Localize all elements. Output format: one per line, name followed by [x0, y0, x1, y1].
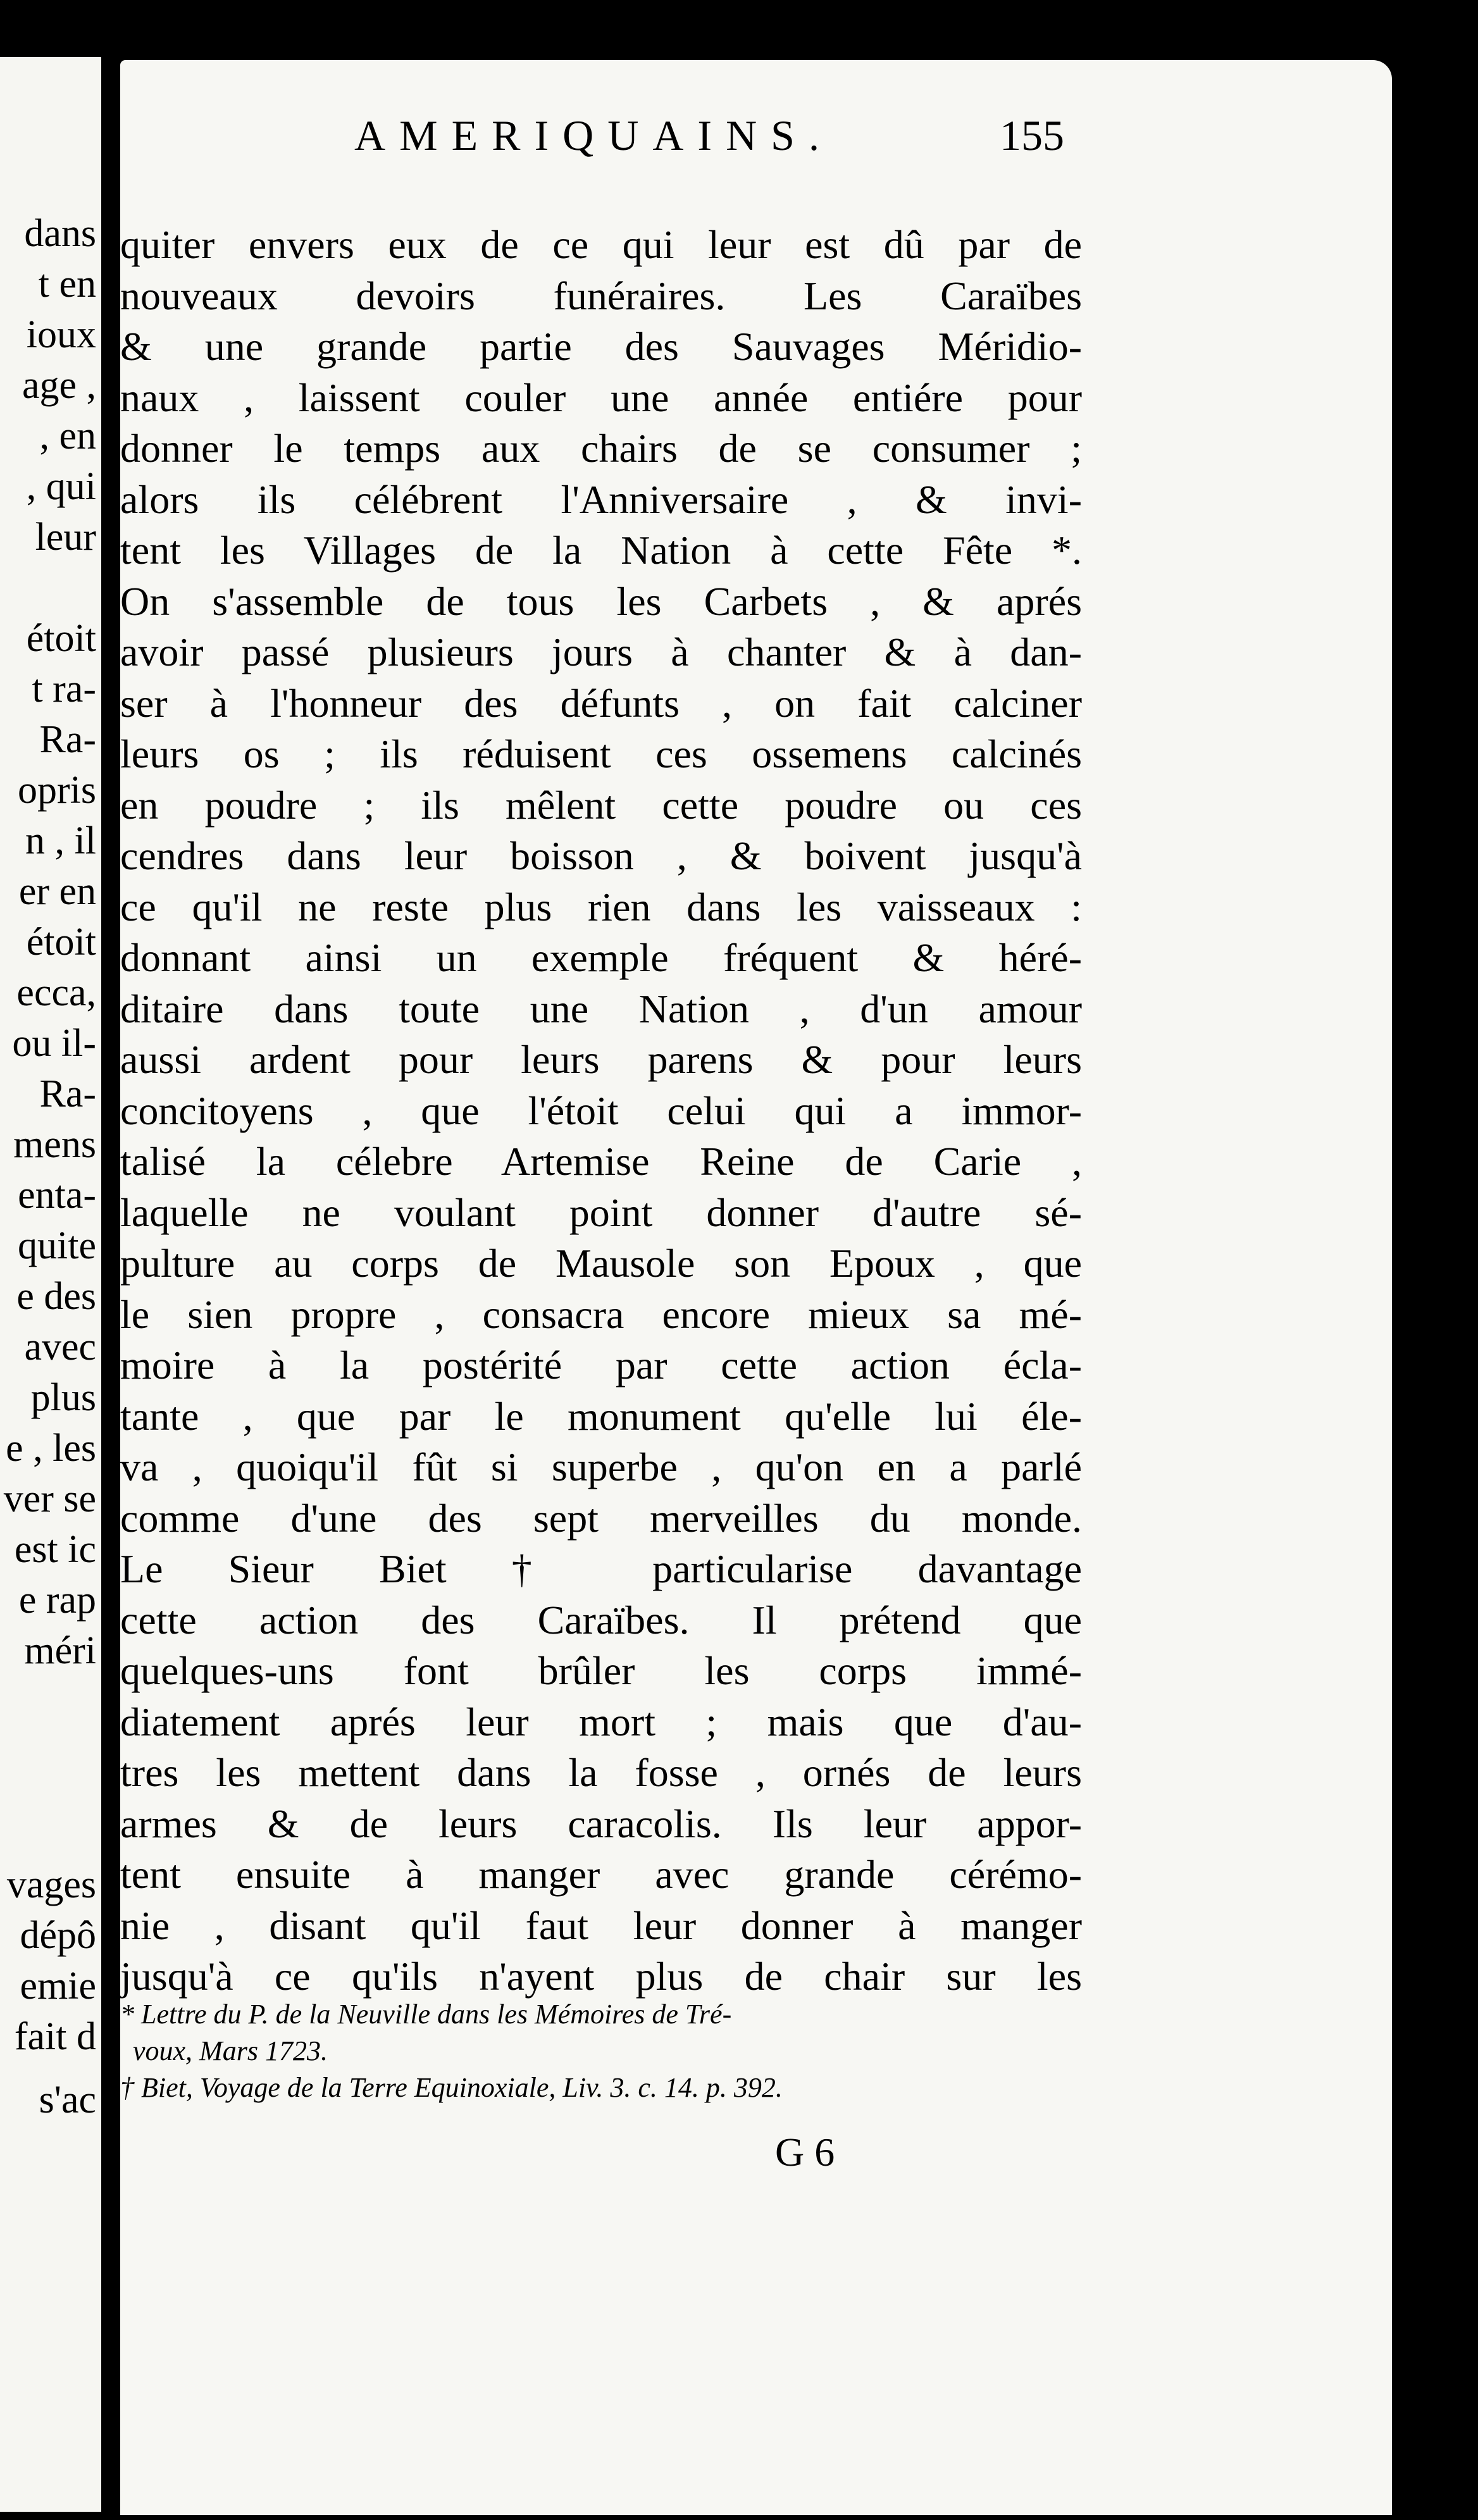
- left-page-fragment: avec: [24, 1325, 96, 1369]
- text-line: nie , disant qu'il faut leur donner à manger: [120, 1902, 1082, 1948]
- left-page-fragment: plus: [30, 1376, 96, 1419]
- text-line: avoir passé plusieurs jours à chanter & à dan-: [120, 630, 1082, 674]
- signature-mark: G 6: [775, 2130, 835, 2175]
- left-page-fragment: er en: [18, 870, 96, 913]
- text-line: tent ensuite à manger avec grande cérémo-: [120, 1852, 1082, 1897]
- text-line: tante , que par le monument qu'elle lui éle-: [120, 1393, 1082, 1439]
- text-line: quelques-uns font brûler les corps immé-: [120, 1648, 1082, 1693]
- text-line: ser à l'honneur des défunts , on fait calciner: [120, 680, 1082, 726]
- left-page-fragment: vages: [6, 1863, 96, 1906]
- left-page-fragment: étoit: [26, 921, 96, 964]
- text-line: On s'assemble de tous les Carbets , & aprés: [120, 578, 1082, 624]
- footnote-line: voux, Mars 1723.: [133, 2035, 328, 2066]
- footnote-line: * Lettre du P. de la Neuville dans les Mémoires de Tré-: [120, 1999, 732, 2030]
- left-page-fragment: mens: [13, 1123, 96, 1166]
- left-page-fragment: dans: [24, 212, 96, 255]
- text-line: comme d'une des sept merveilles du monde.: [120, 1495, 1082, 1541]
- text-line: naux , laissent couler une année entiére pour: [120, 375, 1082, 420]
- page-number: 155: [1000, 111, 1064, 159]
- left-page-fragment: fait d: [14, 2015, 96, 2058]
- text-line: aussi ardent pour leurs parens & pour leurs: [120, 1037, 1082, 1082]
- text-line: quiter envers eux de ce qui leur est dû par de: [120, 222, 1082, 267]
- footnote-line: † Biet, Voyage de la Terre Equinoxiale, Liv. 3. c. 14. p. 392.: [120, 2072, 783, 2103]
- text-line: nouveaux devoirs funéraires. Les Caraïbes: [120, 273, 1082, 318]
- left-page-fragment: est ic: [14, 1528, 96, 1571]
- text-line: laquelle ne voulant point donner d'autre sé-: [120, 1189, 1082, 1235]
- text-line: donner le temps aux chairs de se consumer ;: [120, 426, 1082, 471]
- text-line: tent les Villages de la Nation à cette Fête *.: [120, 528, 1082, 573]
- left-page-fragment: enta-: [18, 1174, 96, 1217]
- left-page-fragment: e des: [16, 1275, 96, 1318]
- text-line: moire à la postérité par cette action écla-: [120, 1343, 1082, 1387]
- page-header: [218, 111, 1085, 168]
- text-line: tres les mettent dans la fosse , ornés de leurs: [120, 1750, 1082, 1795]
- text-line: diatement aprés leur mort ; mais que d'au-: [120, 1699, 1082, 1744]
- left-page-fragment: Ra-: [39, 1072, 96, 1115]
- body-text: [120, 220, 1082, 2002]
- text-line: ce qu'il ne reste plus rien dans les vaisseaux :: [120, 884, 1082, 929]
- left-page-fragment: e , les: [6, 1427, 96, 1470]
- footnotes: [120, 1996, 1082, 2106]
- text-line: le sien propre , consacra encore mieux sa mé-: [120, 1291, 1082, 1337]
- text-line: & une grande partie des Sauvages Méridio-: [120, 324, 1082, 369]
- text-line: cette action des Caraïbes. Il prétend que: [120, 1597, 1082, 1642]
- text-line: talisé la célebre Artemise Reine de Carie ,: [120, 1139, 1082, 1184]
- left-page-fragment: quite: [18, 1224, 96, 1267]
- left-page-fragment: age ,: [22, 364, 96, 407]
- left-page-fragment: ou il-: [12, 1022, 96, 1065]
- previous-page-edge: [0, 57, 101, 2512]
- text-line: cendres dans leur boisson , & boivent jusqu'à: [120, 833, 1082, 878]
- left-page-fragment: emie: [20, 1964, 96, 2008]
- text-line: jusqu'à ce qu'ils n'ayent plus de chair sur les: [120, 1954, 1082, 1999]
- text-line: donnant ainsi un exemple fréquent & héré-: [120, 935, 1082, 980]
- left-page-fragment: Ra-: [39, 718, 96, 761]
- text-line: pulture au corps de Mausole son Epoux , que: [120, 1241, 1082, 1286]
- left-page-fragment: t en: [38, 263, 96, 306]
- text-line: va , quoiqu'il fût si superbe , qu'on en a parlé: [120, 1444, 1082, 1489]
- left-page-fragment: s'ac: [39, 2078, 96, 2121]
- left-page-fragment: n , il: [25, 819, 96, 862]
- left-page-fragment: leur: [35, 516, 96, 559]
- text-line: alors ils célébrent l'Anniversaire , & invi-: [120, 476, 1082, 522]
- left-page-fragment: ioux: [26, 313, 96, 356]
- text-line: leurs os ; ils réduisent ces ossemens calcinés: [120, 731, 1082, 776]
- left-page-fragment: t ra-: [32, 667, 96, 711]
- text-line: en poudre ; ils mêlent cette poudre ou ces: [120, 782, 1082, 828]
- text-line: concitoyens , que l'étoit celui qui a immor-: [120, 1088, 1082, 1133]
- left-page-fragment: , en: [39, 414, 96, 457]
- text-line: ditaire dans toute une Nation , d'un amour: [120, 986, 1082, 1031]
- left-page-fragment: dépô: [20, 1914, 96, 1957]
- left-page-fragment: opris: [18, 769, 96, 812]
- left-page-fragment: e rap: [18, 1579, 96, 1622]
- left-page-fragment: méri: [24, 1629, 96, 1672]
- left-page-fragment: , qui: [26, 465, 96, 508]
- text-line: armes & de leurs caracolis. Ils leur appor-: [120, 1801, 1082, 1846]
- text-line: Le Sieur Biet † particularise davantage: [120, 1546, 1082, 1591]
- running-head: AMERIQUAINS.: [354, 111, 833, 159]
- left-page-fragment: ecca,: [16, 971, 96, 1014]
- left-page-fragment: étoit: [26, 617, 96, 660]
- left-page-fragment: ver se: [3, 1477, 96, 1520]
- right-page-edge: [1392, 0, 1478, 2520]
